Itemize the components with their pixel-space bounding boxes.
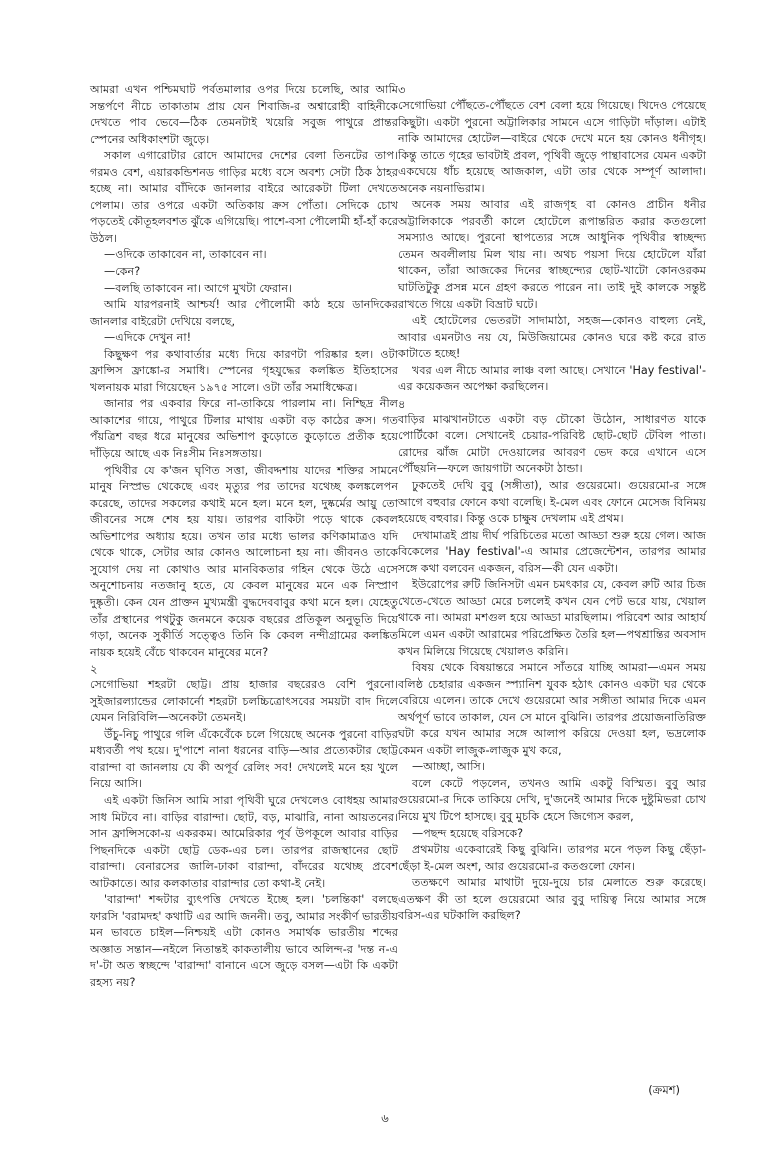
right-column — [398, 82, 706, 925]
section-number: ৪ — [398, 396, 406, 411]
paragraph: ঢুকতেই দেখি বুবু (সঙ্গীতা), আর গুয়েরমো। গুয়েরমো-র সঙ্গে আগে বহুবার ফোনে কথা বলেছি। ই-মেল এবং ফোনে মেসেজ বিনিময় হয়েছে বহুবার। কিন্তু ওকে চাক্ষুষ দেখলাম এই প্রথম। — [398, 479, 706, 526]
paragraph: দেখামাত্রই প্রায় দীর্ঘ পরিচিতের মতো আড্ডা শুরু হয়ে গেল। আজ বিকেলের 'Hay festival'-এ আমার প্রেজেন্টেশন, তারপর আমার সঙ্গে কথা বলবেন একজন, বরিস—কী যেন একটা। — [398, 528, 706, 575]
dialogue-line: —কেন? — [104, 265, 141, 279]
paragraph: উঁচু-নিচু পাথুরে গলি এঁকেবেঁকে চলে গিয়েছে অনেক পুরনো বাড়ির মধ্যবর্তী পথ হয়ে। দু'পাশে নানা ধরনের বাড়ি—আর প্রত্যেকটার ছোট্ট বারান্দা বা জানলায় যে কী অপূর্ব রেলিং সব! দেখলেই মনে হয় খুলে নিয়ে আসি। — [90, 727, 398, 791]
paragraph: সেগোভিয়া শহরটা ছোট্ট। প্রায় হাজার বছরেরও বেশি পুরনো। সুইজারল্যান্ডের লোকার্নো শহরটা চলচ্চিত্রোৎসবের সময়টা বাদ দিলে যেমন নিরিবিলি—অনেকটা তেমনই। — [90, 678, 398, 725]
section-number: ৩ — [398, 83, 406, 97]
paragraph: পৃথিবীর যে ক'জন ঘৃণিত সত্তা, জীবদ্দশায় যাদের শক্তির সামনে মানুষ নিস্প্রভ থেকেছে এবং মৃত্যুর পর তাদের যথেচ্ছ কলঙ্কলেপন করেছে, তাদের সকলের কথাই মনে হল। মনে হল, দুষ্কর্মের আয়ু তো জীবনের সঙ্গে শেষ হয় যায়। তারপর বাকিটা পড়ে থাকে কেবল অভিশাপের অধ্যায় হয়ে। তখন তার মধ্যে ভালর কণিকামাত্রও যদি থেকে থাকে, সেটার আর কোনও আলোচনা হয় না। জীবনও তাকে সুযোগ দেয় না কোথাও আর মানবিকতার গহিন থেকে উঠে এসে অনুশোচনায় নতজানু হতে, যে কেবল মানুষের মনে এক নিস্প্রাণ দুষ্কৃতী। কেন যেন প্রাক্তন মুখ্যমন্ত্রী বুদ্ধদেববাবুর কথা মনে হল। যেহেতু তাঁর প্রস্থানের পথটুকু জনমনে কয়েক বছরের প্রতিকূল অনুভূতি দিয়ে গড়া, অনেক সুকীর্তি সত্ত্বেও তিনি কি কেবল নন্দীগ্রামের কলঙ্কিত নায়ক হয়েই বেঁচে থাকবেন মানুষের মনে? — [90, 463, 398, 659]
left-column — [90, 82, 398, 992]
dialogue-line: —এদিকে দেখুন না! — [104, 331, 192, 345]
dialogue-line: —আচ্ছা, আসি। — [412, 760, 485, 774]
section-number: ২ — [90, 662, 98, 677]
paragraph: এই একটা জিনিস আমি সারা পৃথিবী ঘুরে দেখলেও বোধহয় আমার সাধ মিটবে না। বাড়ির বারান্দা। ছোট, বড়, মাঝারি, নানা আয়তনের। সান ফ্রান্সিসকো-য় একরকম। আমেরিকার পূর্ব উপকূলে আবার বাড়ির পিছনদিকে একটা ছোট্ট ডেক-এর চল। তারপর রাজস্থানের ছোট বারান্দা। বেনারসের জালি-ঢাকা বারান্দা, বাঁদরের যথেচ্ছ প্রবেশ আটকাতে। আর কলকাতার বারান্দার তো কথা-ই নেই। — [90, 793, 398, 890]
paragraph: জানার পর একবার ফিরে না-তাকিয়ে পারলাম না। নিশ্ছিদ্র নীল আকাশের গায়ে, পাথুরে টিলার মাথায় একটা বড় কাঠের ক্রস। গত পঁয়ত্রিশ বছর ধরে মানুষের অভিশাপ কুড়োতে কুড়োতে প্রতীক হয়ে দাঁড়িয়ে আছে এক নিঃসীম নিঃসঙ্গতায়। — [90, 397, 398, 461]
paragraph: সকাল এগারোটার রোদে আমাদের দেশের বেলা তিনটের তাপ। গরমও বেশ, এয়ারকন্ডিশনড গাড়ির মধ্যে বসে অবশ্য সেটা ঠিক ঠাহর হচ্ছে না। আমার বাঁদিকে জানলার বাইরে আরেকটা টিলা দেখতে পেলাম। তার ওপরে একটা অতিকায় ক্রস পোঁতা। সেদিকে চোখ পড়তেই কৌতূহলবশত ঝুঁকে এগিয়েছি। পাশে-বসা পৌলোমী হাঁ-হাঁ করে উঠল। — [90, 149, 398, 245]
paragraph: বলে কেটে পড়লেন, তখনও আমি একটু বিস্মিত। বুবু আর গুয়েরমো-র দিকে তাকিয়ে দেখি, দু'জনেই আমার দিকে দুষ্টুমিভরা চোখ নিয়ে মুখ টিপে হাসছে। বুবু মুচকি হেসে জিগ্যেস করল, — [398, 776, 706, 823]
paragraph: ইউরোপের রুটি জিনিসটা এমন চমৎকার যে, কেবল রুটি আর চিজ খেতে-খেতে আড্ডা মেরে চললেই কখন যেন পেট ভরে যায়, খেয়াল থাকে না। আমরা মশগুল হয়ে আড্ডা মারছিলাম। পরিবেশ আর আহার্য মিলে এমন একটা আরামের পরিপ্রেক্ষিত তৈরি হল—পথশ্রান্তির অবসাদ কখন মিলিয়ে গিয়েছে খেয়ালও করিনি। — [398, 578, 706, 658]
paragraph: প্রথমটায় একেবারেই কিছু বুঝিনি। তারপর মনে পড়ল কিছু ছেঁড়া-ছেঁড়া ই-মেল অংশ, আর গুয়েরমো-র কতগুলো ফোন। — [398, 843, 706, 873]
paragraph: বাড়ির মাঝখানটাতে একটা বড় চৌকো উঠোন, সাধারণত যাকে পোর্টিকো বলে। সেখানেই চেয়ার-পরিবিষ্ট ছোট-ছোট টেবিল পাতা। রোদের ঝাঁজ মোটা দেওয়ালের আবরণ ভেদ করে এখানে এসে পৌঁছয়নি—ফলে জায়গাটা অনেকটা ঠান্ডা। — [398, 412, 706, 476]
paragraph: 'বারান্দা' শব্দটার ব্যুৎপত্তি দেখতে ইচ্ছে হল। 'চলন্তিকা' বলছে ফারসি 'বরামদহ' কথাটি এর আদি জননী। তবু, আমার সংকীর্ণ ভারতীয় মন ভাবতে চাইল—নিশ্চয়ই এটা কোনও সমার্থক ভারতীয় শব্দের অজ্ঞাত সন্তান—নইলে নিতান্তই কাকতালীয় ভাবে অলিন্দ-র 'দন্ত ন-এ দ'-টা অত স্বচ্ছন্দে 'বারান্দা' বানানে এসে জুড়ে বসল—এটা কি একটা রহস্য নয়? — [90, 893, 398, 989]
continued-label: (ক্রমশ) — [648, 1083, 680, 1097]
paragraph: খবর এল নীচে আমার লাঞ্চ বলা আছে। সেখানে 'Hay festival'-এর কয়েকজন অপেক্ষা করছিলেন। — [398, 363, 706, 394]
dialogue-line: —পছন্দ হয়েছে বরিসকে? — [412, 826, 524, 840]
paragraph: সেগোভিয়া পৌঁছতে-পৌঁছতে বেশ বেলা হয়ে গিয়েছে। খিদেও পেয়েছে কিছুটা। একটা পুরনো অট্টালিকার সামনে এসে গাড়িটা দাঁড়াল। এটাই নাকি আমাদের হোটেল—বাইরে থেকে দেখে মনে হয় কোনও ধনীগৃহ। কিন্তু তাতে গৃহের ভাবটাই প্রবল, পৃথিবী জুড়ে পান্থাবাসের যেমন একটা একঘেয়ে ধাঁচ হয়েছে আজকাল, এটা তার থেকে সম্পূর্ণ আলাদা। অনেক নয়নাভিরাম। — [398, 99, 706, 195]
dialogue-line: —বলছি তাকাবেন না। আগে মুখটা ফেরান। — [104, 281, 293, 295]
paragraph: আমি যারপরনাই আশ্চর্য! আর পৌলোমী কাঠ হয়ে ডানদিকের জানলার বাইরেটা দেখিয়ে বলছে, — [90, 298, 398, 328]
paragraph: কিছুক্ষণ পর কথাবার্তার মধ্যে দিয়ে কারণটা পরিষ্কার হল। ওটা ফ্রান্সিস ফ্রাঙ্কো-র সমাধি। স্পেনের গৃহযুদ্ধের কলঙ্কিত ইতিহাসের খলনায়ক মারা গিয়েছেন ১৯৭৫ সালে। ওটা তাঁর সমাধিক্ষেত্র। — [90, 347, 398, 394]
dialogue-line: —ওদিকে তাকাবেন না, তাকাবেন না। — [104, 248, 267, 262]
paragraph: ততক্ষণে আমার মাথাটা দুয়ে-দুয়ে চার মেলাতে শুরু করেছে। এতক্ষণ কী তা হলে গুয়েরমো আর বুবু দায়িত্ব নিয়ে আমার সঙ্গে বরিস-এর ঘটকালি করছিল? — [398, 876, 706, 923]
paragraph: বিষয় থেকে বিষয়ান্তরে সমানে সাঁতরে যাচ্ছি আমরা—এমন সময় বলিষ্ঠ চেহারার একজন স্প্যানিশ যুবক হঠাৎ কোনও একটা ঘর থেকে বেরিয়ে এলেন। তাকে দেখে গুয়েরমো আর সঙ্গীতা আমার দিকে এমন অর্থপূর্ণ ভাবে তাকাল, যেন সে মানে বুঝিনি। তারপর প্রয়োজনাতিরিক্ত ঘটা করে যখন আমার সঙ্গে আলাপ করিয়ে দেওয়া হল, ভদ্রলোক কেমন একটা লাজুক-লাজুক মুখ করে, — [398, 661, 706, 757]
paragraph: এই হোটেলের ভেতরটা সাদামাঠা, সহজ—কোনও বাহুল্য নেই, আবার এমনটাও নয় যে, মিউজিয়ামের কোনও ঘরে কষ্ট করে রাত কাটাতে হচ্ছে! — [398, 314, 706, 361]
paragraph: আমরা এখন পশ্চিমঘাট পর্বতমালার ওপর দিয়ে চলেছি, আর আমি সন্তর্পণে নীচে তাকাতাম প্রায় যেন শিবাজি-র অশ্বারোহী বাহিনীকে দেখতে পাব ভেবে—ঠিক তেমনটাই খয়েরি সবুজ পাথুরে প্রান্তর স্পেনের অধিকাংশটা জুড়ে। — [90, 83, 398, 146]
paragraph: অনেক সময় আবার এই রাজগৃহ বা কোনও প্রাচীন ধনীর অট্টালিকাকে পরবর্তী কালে হোটেলে রূপান্তরিত করার কতগুলো সমস্যাও আছে। পুরনো স্থাপত্যের সঙ্গে আধুনিক পৃথিবীর স্বাচ্ছন্দ্য তেমন অবলীলায় মিল খায় না। অথচ পয়সা দিয়ে হোটেলে যাঁরা থাকেন, তাঁরা আজকের দিনের স্বাচ্ছন্দ্যের ছোট-খাটো কোনওরকম ঘাটতিটুকু প্রসন্ন মনে গ্রহণ করতে পারেন না। তাই দুই কালকে সন্তুষ্ট রাখতে গিয়ে একটা বিভ্রাট ঘটে। — [398, 198, 706, 311]
page-number: ৬ — [381, 1111, 389, 1125]
